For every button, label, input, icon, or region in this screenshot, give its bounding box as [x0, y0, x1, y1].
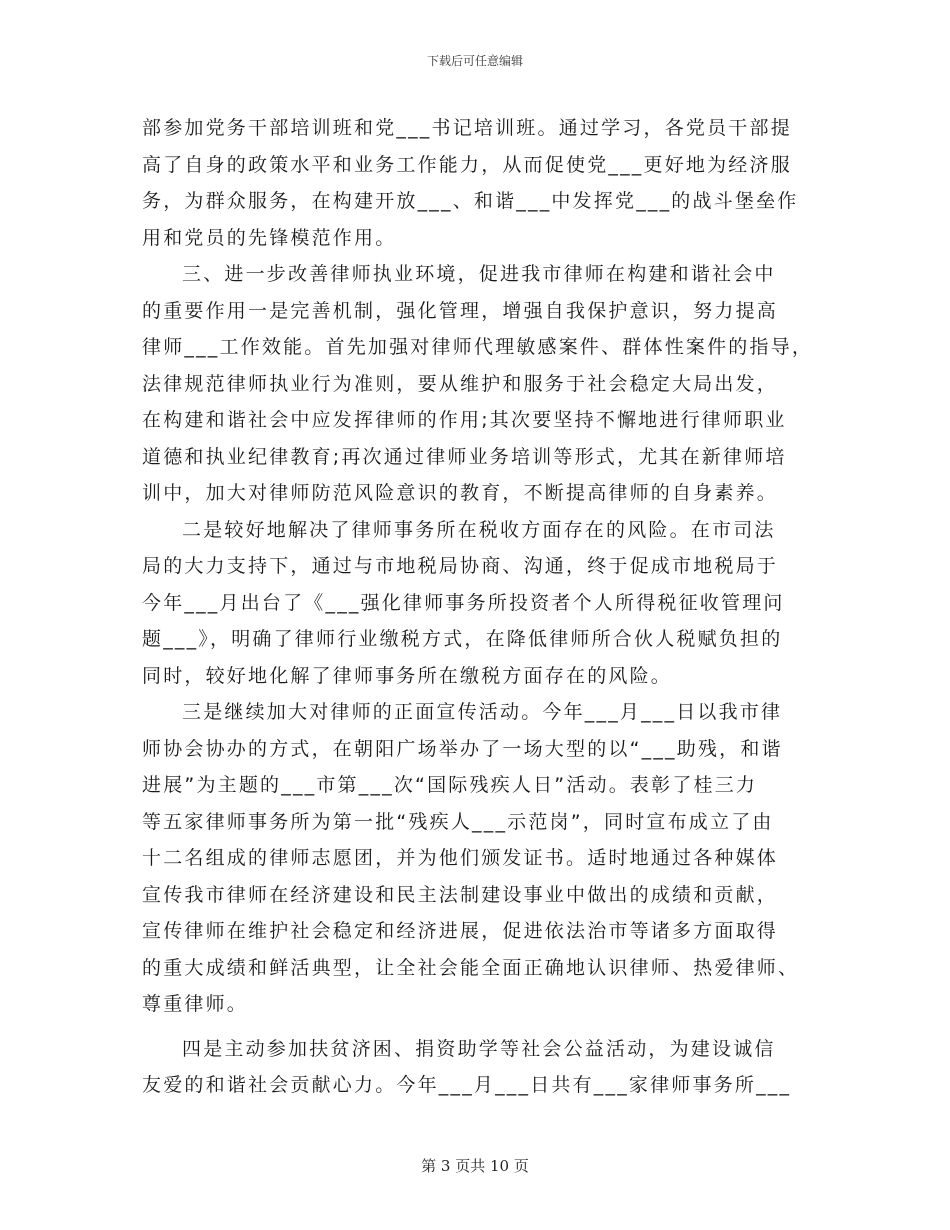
text-line: 的重要作用一是完善机制，强化管理，增强自我保护意识，努力提高: [142, 299, 779, 322]
text-line: 务，为群众服务，在构建开放___、和谐___中发挥党___的战斗堡垒作: [142, 190, 799, 212]
text-line: 等五家律师事务所为第一批“残疾人___示范岗”，同时宣布成立了由: [142, 810, 774, 833]
text-line: 友爱的和谐社会贡献心力。今年___月___日共有___家律师事务所___: [142, 1074, 792, 1096]
paragraph-first-line: 四是主动参加扶贫济困、捐资助学等社会公益活动，为建设诚信: [182, 1037, 776, 1060]
text-line: 的重大成绩和鲜活典型，让全社会能全面正确地认识律师、热爱律师、: [142, 956, 800, 979]
text-line: 高了自身的政策水平和业务工作能力，从而促使党___更好地为经济服: [142, 153, 792, 176]
text-line: 十二名组成的律师志愿团，并为他们颁发证书。适时地通过各种媒体: [142, 847, 779, 869]
text-line: 宣传律师在维护社会稳定和经济进展，促进依法治市等诸多方面取得: [142, 920, 779, 942]
text-line: 道德和执业纪律教育;再次通过律师业务培训等形式，尤其在新律师培: [142, 445, 787, 468]
paragraph-first-line: 三是继续加大对律师的正面宣传活动。今年___月___日以我市律: [182, 701, 783, 723]
page-header: 下载后可任意编辑: [426, 54, 523, 68]
text-line: 尊重律师。: [142, 993, 249, 1015]
text-line: 部参加党务干部培训班和党___书记培训班。通过学习，各党员干部提: [142, 117, 792, 139]
text-line: 在构建和谐社会中应发挥律师的作用;其次要坚持不懈地进行律师职业: [142, 409, 787, 431]
text-line: 今年___月出台了《___强化律师事务所投资者个人所得税征收管理问: [142, 591, 785, 614]
text-line: 训中，加大对律师防范风险意识的教育，不断提高律师的自身素养。: [142, 482, 779, 504]
text-line: 题___》，明确了律师行业缴税方式，在降低律师所合伙人税赋负担的: [142, 628, 783, 650]
paragraph-spacer: [142, 1023, 808, 1031]
page-number-footer: 第 3 页共 10 页: [421, 1157, 529, 1175]
text-line: 法律规范律师执业行为准则，要从维护和服务于社会稳定大局出发，: [142, 372, 779, 395]
document-body: [142, 110, 814, 1104]
text-line: 师协会协办的方式，在朝阳广场举办了一场大型的以“___助残，和谐: [142, 737, 783, 760]
text-line: 宣传我市律师在经济建设和民主法制建设事业中做出的成绩和贡献，: [142, 883, 779, 906]
text-line: 同时，较好地化解了律师事务所在缴税方面存在的风险。: [142, 664, 673, 687]
text-line: 局的大力支持下，通过与市地税局协商、沟通，终于促成市地税局于: [142, 555, 779, 577]
paragraph-first-line: 二是较好地解决了律师事务所在税收方面存在的风险。在市司法: [182, 518, 776, 541]
text-line: 律师___工作效能。首先加强对律师代理敏感案件、群体性案件的指导，: [142, 336, 814, 358]
text-line: 用和党员的先锋模范作用。: [142, 226, 397, 249]
paragraph-first-line: 三、进一步改善律师执业环境，促进我市律师在构建和谐社会中: [182, 263, 776, 285]
text-line: 进展”为主题的___市第___次“国际残疾人日”活动。表彰了桂三力: [142, 774, 758, 796]
